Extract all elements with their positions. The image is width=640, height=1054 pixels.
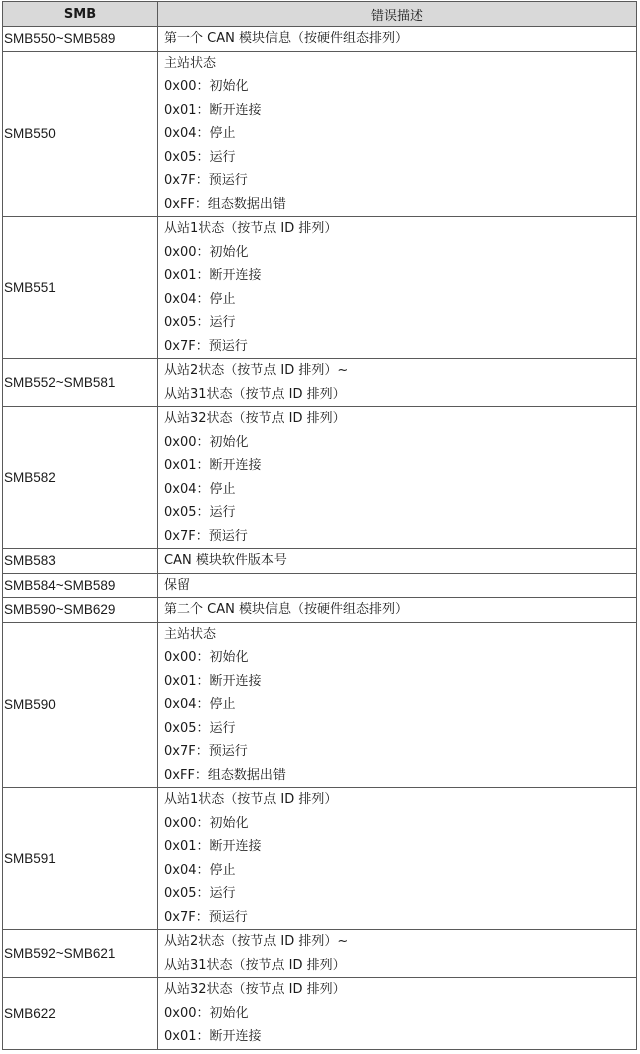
description-line: 0x05：运行 [164, 720, 236, 736]
table-row [3, 978, 637, 1050]
error-description-cell [158, 217, 637, 359]
smb-address-cell: SMB590 [3, 622, 158, 788]
description-line: 从站32状态（按节点 ID 排列） [164, 982, 346, 997]
smb-address-cell: SMB552~SMB581 [3, 359, 158, 407]
smb-address-cell: SMB551 [3, 217, 158, 359]
error-description-cell [158, 978, 637, 1050]
column-header-smb: SMB [3, 2, 158, 27]
error-description-cell [158, 51, 637, 217]
description-line: 0x04：停止 [164, 697, 236, 712]
table-row [3, 549, 637, 574]
table-row [3, 27, 637, 52]
error-description-cell [158, 359, 637, 407]
description-line: 从站2状态（按节点 ID 排列）~ [164, 934, 349, 949]
description-line: 0xFF：组态数据出错 [164, 767, 286, 783]
description-line: 0x7F：预运行 [164, 528, 248, 544]
description-line: 第二个 CAN 模块信息（按硬件组态排列） [164, 602, 408, 617]
description-line: 从站2状态（按节点 ID 排列）~ [164, 363, 349, 378]
description-line: 从站31状态（按节点 ID 排列） [164, 386, 346, 402]
description-line: 0x05：运行 [164, 315, 236, 330]
description-line: 0x01：断开连接 [164, 102, 262, 118]
description-line: 0x04：停止 [164, 862, 236, 878]
description-line: 0x7F：预运行 [164, 338, 248, 354]
description-line: 主站状态 [164, 55, 217, 71]
description-line: 0x05：运行 [164, 886, 236, 901]
description-line: CAN 模块软件版本号 [164, 553, 287, 568]
error-description-cell [158, 598, 637, 623]
smb-address-cell: SMB550~SMB589 [3, 27, 158, 52]
description-line: 从站32状态（按节点 ID 排列） [164, 411, 346, 426]
description-line: 0x01：断开连接 [164, 268, 262, 283]
description-line: 0x01：断开连接 [164, 839, 262, 854]
table-header [3, 2, 637, 27]
smb-address-cell: SMB550 [3, 51, 158, 217]
description-line: 0x01：断开连接 [164, 1029, 262, 1044]
description-line: 主站状态 [164, 626, 217, 642]
table-row [3, 573, 637, 598]
description-line: 0x00：初始化 [164, 650, 249, 665]
description-line: 0x00：初始化 [164, 815, 249, 831]
smb-address-cell: SMB591 [3, 788, 158, 930]
description-line: 0x00：初始化 [164, 244, 249, 260]
table-row [3, 51, 637, 217]
description-line: 保留 [164, 577, 191, 593]
smb-address-cell: SMB590~SMB629 [3, 598, 158, 623]
smb-address-cell: SMB584~SMB589 [3, 573, 158, 598]
table-row [3, 788, 637, 930]
description-line: 从站1状态（按节点 ID 排列） [164, 221, 338, 236]
header-row [3, 2, 637, 27]
description-line: 0x04：停止 [164, 126, 236, 141]
error-description-cell [158, 930, 637, 978]
table-row [3, 217, 637, 359]
table-row [3, 622, 637, 788]
description-line: 0x05：运行 [164, 505, 236, 520]
description-line: 从站1状态（按节点 ID 排列） [164, 792, 338, 807]
error-description-cell [158, 549, 637, 574]
table-row [3, 598, 637, 623]
smb-address-cell: SMB622 [3, 978, 158, 1050]
description-line: 0x00：初始化 [164, 79, 249, 94]
table-row [3, 359, 637, 407]
table-body [3, 27, 637, 1050]
smb-address-cell: SMB582 [3, 407, 158, 549]
description-line: 0x01：断开连接 [164, 673, 262, 689]
smb-address-cell: SMB592~SMB621 [3, 930, 158, 978]
description-line: 0x7F：预运行 [164, 909, 248, 925]
description-line: 0x7F：预运行 [164, 173, 248, 188]
description-line: 0x00：初始化 [164, 434, 249, 450]
description-line: 第一个 CAN 模块信息（按硬件组态排列） [164, 31, 408, 46]
error-description-cell [158, 622, 637, 788]
description-line: 0x05：运行 [164, 149, 236, 165]
table-row [3, 930, 637, 978]
description-line: 0xFF：组态数据出错 [164, 196, 286, 212]
description-line: 0x04：停止 [164, 291, 236, 307]
description-line: 0x7F：预运行 [164, 744, 248, 759]
description-line: 0x00：初始化 [164, 1005, 249, 1021]
description-line: 0x04：停止 [164, 481, 236, 497]
description-line: 0x01：断开连接 [164, 458, 262, 473]
error-description-cell [158, 27, 637, 52]
table-row [3, 407, 637, 549]
error-description-cell [158, 788, 637, 930]
column-header-description: 错误描述 [158, 2, 637, 27]
error-description-cell [158, 407, 637, 549]
smb-address-cell: SMB583 [3, 549, 158, 574]
smb-error-table [2, 1, 637, 1050]
description-line: 从站31状态（按节点 ID 排列） [164, 957, 346, 973]
error-description-cell [158, 573, 637, 598]
